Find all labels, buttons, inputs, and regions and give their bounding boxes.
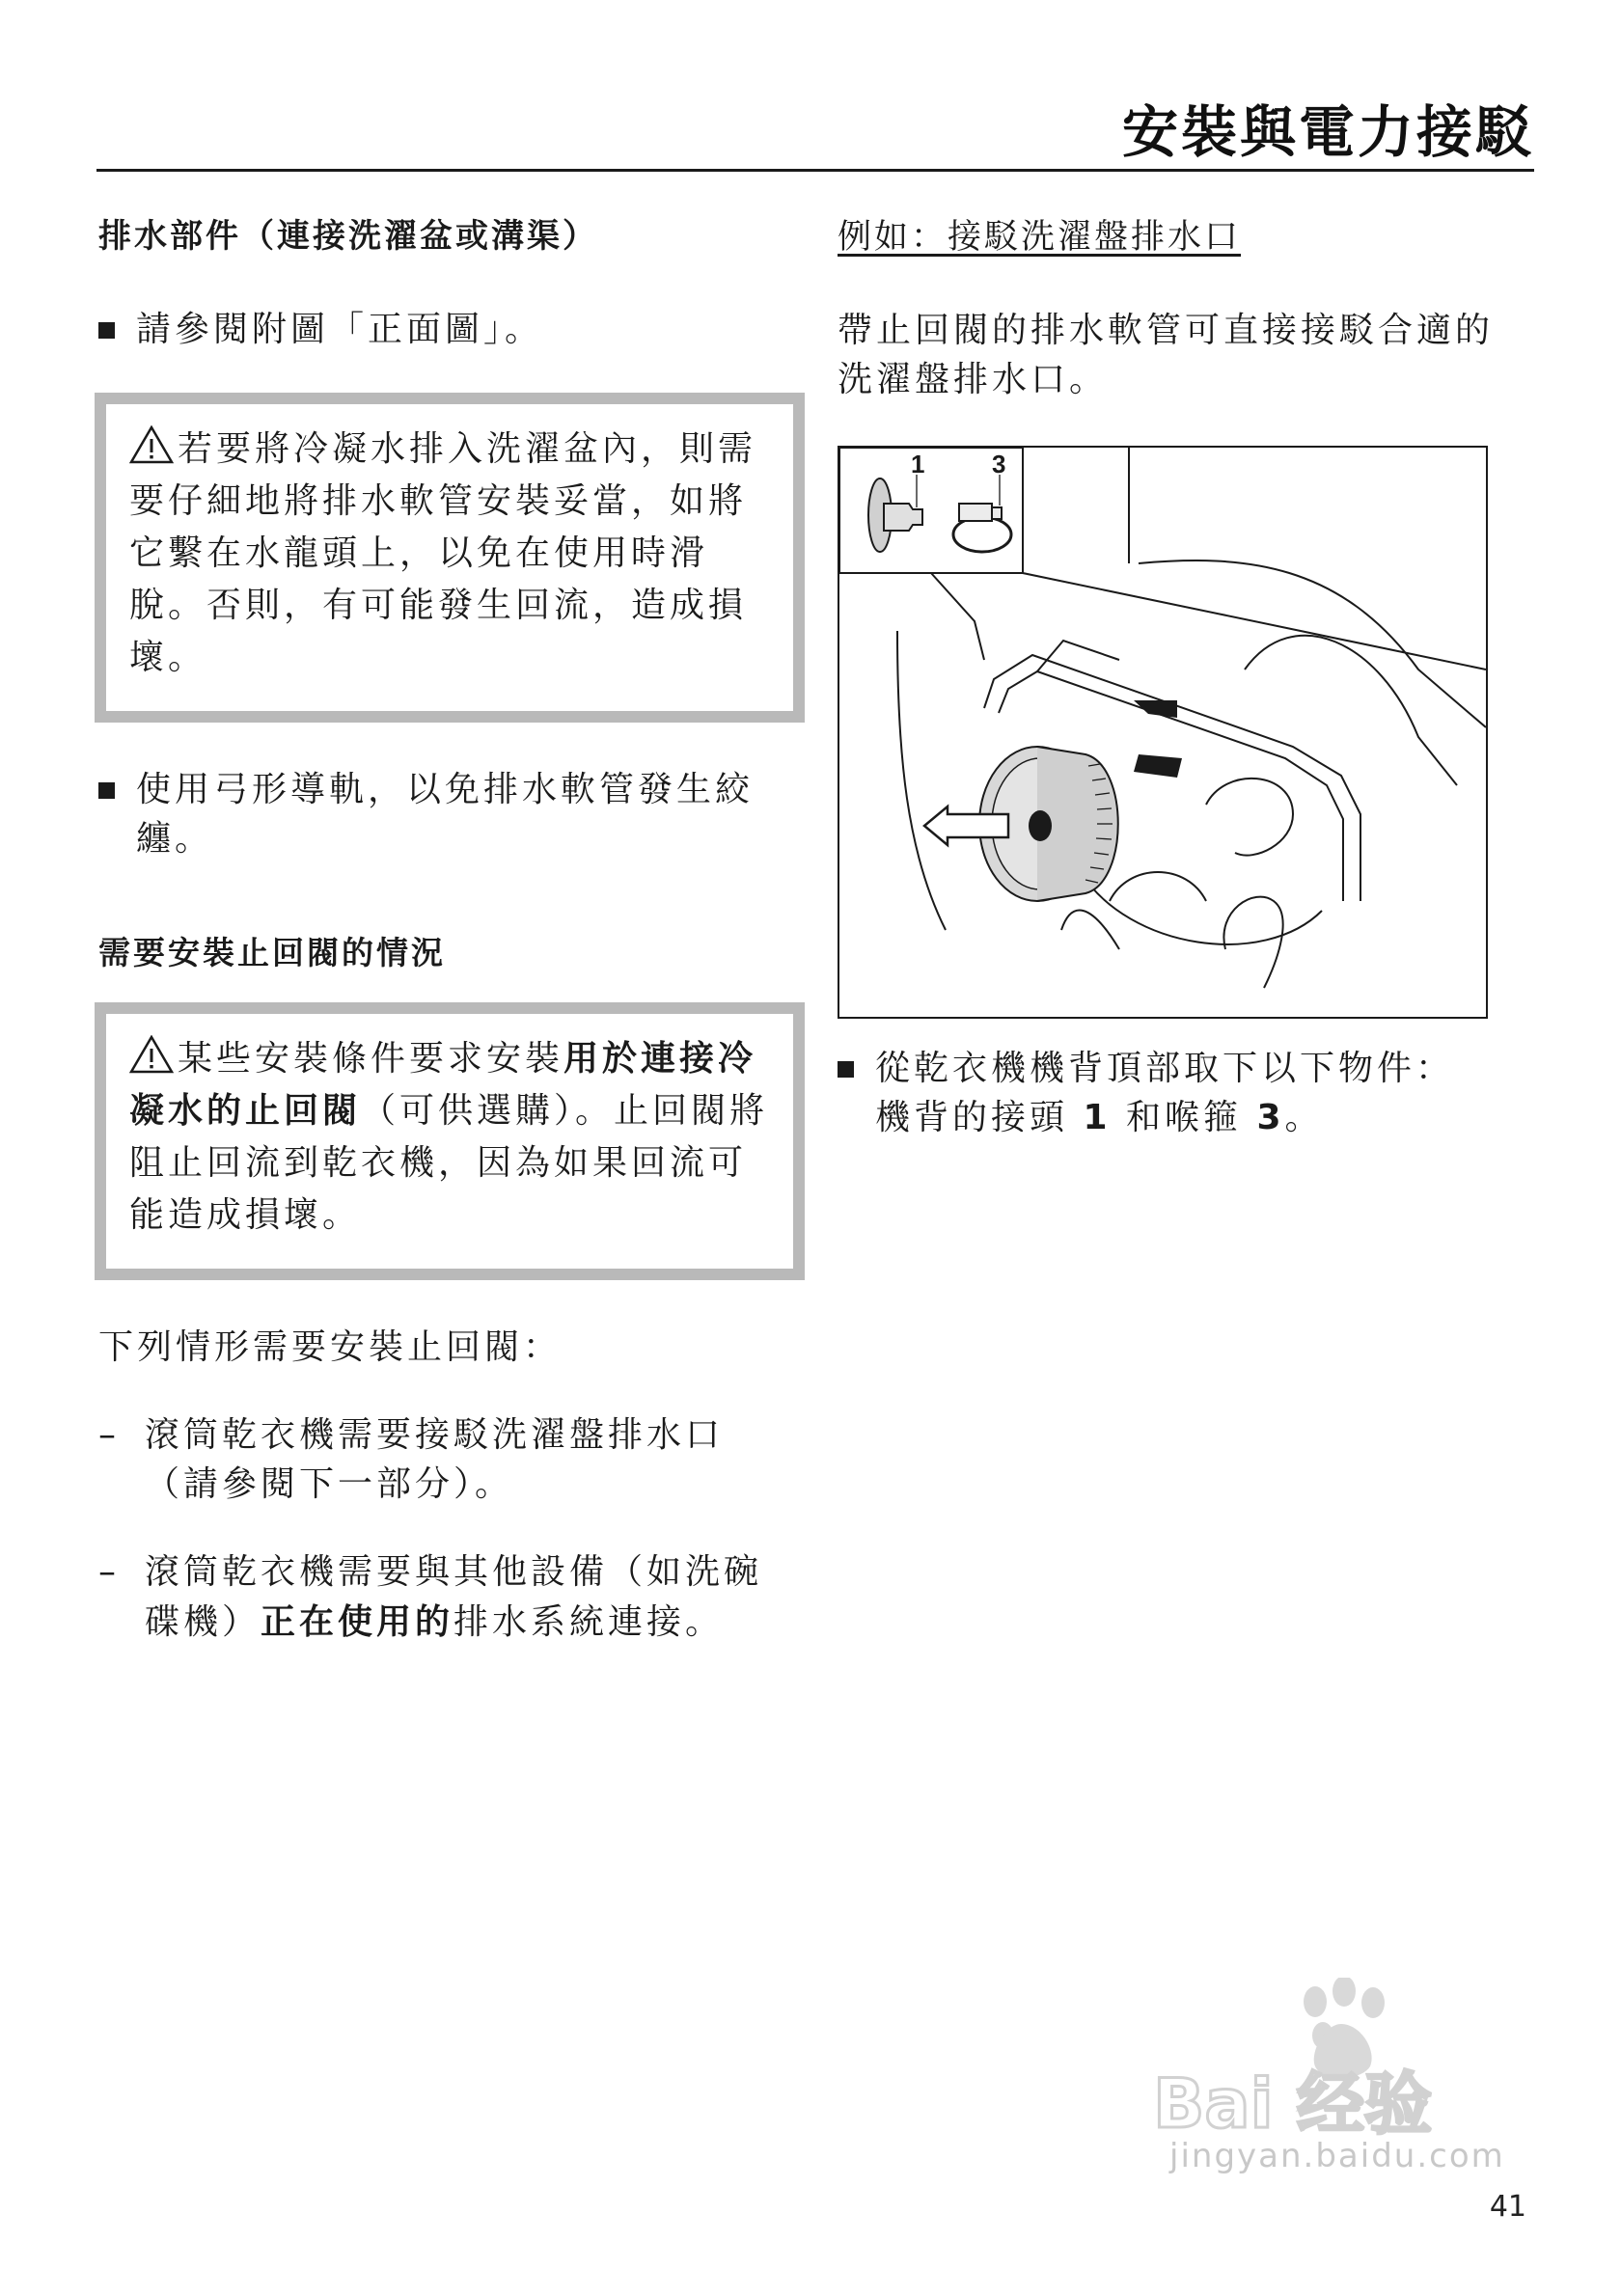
square-bullet-icon xyxy=(98,782,115,799)
warning-text-start: 某些安裝條件要求安裝 xyxy=(178,1039,564,1080)
dash-item xyxy=(98,1547,793,1646)
warning-text-bold: 用於連接冷凝水的止回閥 xyxy=(129,1039,757,1132)
dash-text-start: 滾筒乾衣機需要與其他設備（如洗碗碟機） xyxy=(145,1552,763,1642)
warning-triangle-icon xyxy=(129,1035,174,1074)
drain-outlet-illustration xyxy=(838,446,1488,1019)
warning-box xyxy=(95,1002,805,1280)
dash-marker: – xyxy=(98,1552,120,1593)
figure-caption-block xyxy=(838,1044,1527,1181)
and-text: 和喉箍 xyxy=(1125,1098,1242,1138)
bullet-end: 。 xyxy=(1284,1098,1324,1138)
left-column xyxy=(98,214,793,1685)
sub-heading: 需要安裝止回閥的情況 xyxy=(98,933,446,971)
callout-1: 1 xyxy=(911,450,925,478)
example-heading: 例如：接駁洗濯盤排水口 xyxy=(838,218,1242,257)
bullet-item xyxy=(838,1044,1527,1142)
warning-text: 若要將冷凝水排入洗濯盆內，則需要仔細地將排水軟管安裝妥當，如將它繫在水龍頭上，以免在使用時滑脫。否則，有可能發生回流，造成損壞。 xyxy=(129,428,757,677)
title-rule xyxy=(96,169,1534,172)
warning-text-end: （可供選購）。止回閥將阻止回流到乾衣機，因為如果回流可能造成損壞。 xyxy=(129,1091,769,1236)
dash-text xyxy=(145,1547,793,1646)
bullet-line-1: 從乾衣機機背頂部取下以下物件： xyxy=(875,1049,1455,1088)
square-bullet-icon xyxy=(98,322,115,339)
bullet-item xyxy=(98,765,793,863)
dash-marker: – xyxy=(98,1415,120,1456)
page-number: 41 xyxy=(1489,2190,1526,2224)
illustration-drawing xyxy=(839,448,1486,1017)
bullet-item xyxy=(98,305,793,354)
bullet-text: 請參閱附圖「正面圖」。 xyxy=(136,309,544,349)
bullet-text: 使用弓形導軌，以免排水軟管發生絞纏。 xyxy=(136,769,755,859)
bullet-text xyxy=(875,1044,1454,1142)
watermark-url: jingyan.baidu.com xyxy=(1169,2137,1505,2175)
part-1-label: 1 xyxy=(1083,1098,1112,1138)
part-3-label: 3 xyxy=(1256,1098,1285,1138)
intro-text: 下列情形需要安裝止回閥： xyxy=(98,1327,563,1368)
warning-triangle-icon xyxy=(129,425,174,464)
dash-text-end: 排水系統連接。 xyxy=(453,1601,725,1642)
example-text: 帶止回閥的排水軟管可直接接駁合適的洗濯盤排水口。 xyxy=(838,311,1495,400)
page-title: 安裝與電力接駁 xyxy=(1121,99,1534,165)
bullet-line-2: 機背的接頭 xyxy=(875,1098,1069,1138)
square-bullet-icon xyxy=(838,1061,854,1078)
dash-item xyxy=(98,1410,793,1509)
right-column xyxy=(838,214,1527,443)
watermark-logo-text: Bai 经验 xyxy=(1153,2064,1432,2144)
dash-text: 滾筒乾衣機需要接駁洗濯盤排水口（請參閱下一部分）。 xyxy=(145,1415,725,1505)
section-heading: 排水部件（連接洗濯盆或溝渠） xyxy=(98,217,598,256)
warning-box xyxy=(95,393,805,723)
callout-3: 3 xyxy=(992,450,1006,478)
dash-text-bold: 正在使用的 xyxy=(261,1601,454,1642)
